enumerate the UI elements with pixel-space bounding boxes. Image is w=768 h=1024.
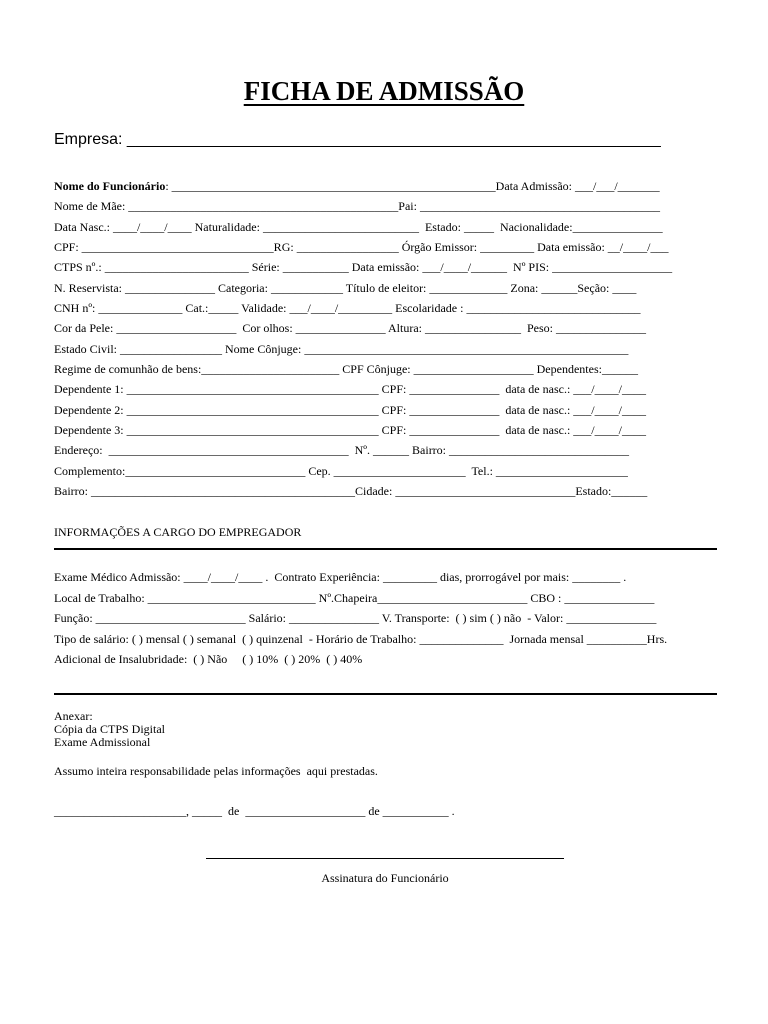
employee-field-row[interactable] — [54, 301, 640, 315]
date-place-line[interactable]: ______________________, _____ de ____________________ de ___________ . — [54, 804, 455, 818]
field-text: Data Nasc.: ____/____/____ Naturalidade: __________________________ Estado: _____ Nacionalidade:_______________ — [54, 219, 663, 234]
employee-field-row[interactable] — [54, 240, 668, 254]
field-text: Estado Civil: _________________ Nome Cônjuge: ______________________________________________________ — [54, 341, 629, 356]
field-text: Endereço: ________________________________________ Nº. ______ Bairro: ______________________________ — [54, 443, 630, 458]
field-text: Dependente 1: __________________________________________ CPF: _______________ data de nasc.: ___/____/____ — [54, 382, 646, 397]
employee-field-row[interactable] — [54, 260, 672, 274]
field-text: Regime de comunhão de bens:_______________________ CPF Cônjuge: ____________________ Dependentes:______ — [54, 361, 638, 376]
employee-field-row[interactable] — [54, 443, 629, 457]
employee-field-row[interactable] — [54, 281, 636, 295]
form-title: FICHA DE ADMISSÃO — [243, 76, 525, 106]
employer-field-row[interactable]: Adicional de Insalubridade: ( ) Não ( ) 10% ( ) 20% ( ) 40% — [54, 652, 363, 666]
signature-label: Assinatura do Funcionário — [321, 871, 449, 885]
employee-field-row[interactable] — [54, 382, 646, 396]
employee-field-row[interactable] — [54, 342, 628, 356]
employee-field-row[interactable] — [54, 220, 663, 234]
employee-field-row[interactable] — [54, 484, 647, 498]
employee-field-row[interactable] — [54, 403, 646, 417]
field-text: Complemento:______________________________ Cep. ______________________ Tel.: ______________________ — [54, 463, 628, 478]
empresa-field[interactable]: Empresa: ____________________________________________________________ — [54, 131, 661, 148]
employer-field-row[interactable]: Função: _________________________ Salário: _______________ V. Transporte: ( ) sim ( ) não - Valor: _______________ — [54, 611, 657, 625]
employee-field-row[interactable] — [54, 423, 646, 437]
annex-item-exam: Exame Admissional — [54, 735, 151, 749]
section-divider-bottom — [54, 693, 717, 695]
signature-line[interactable] — [206, 858, 564, 859]
employee-field-row[interactable] — [54, 321, 646, 335]
annex-label: Anexar: — [54, 709, 93, 723]
employee-field-row[interactable] — [54, 362, 638, 376]
field-text: CPF: ________________________________RG: _________________ Órgão Emissor: _________ Data emissão: __/____/___ — [54, 239, 669, 254]
field-text: : ______________________________________________________Data Admissão: ___/___/_______ — [165, 179, 660, 193]
employee-field-row[interactable] — [54, 199, 660, 213]
field-text: N. Reservista: _______________ Categoria: ____________ Título de eleitor: _____________ Zona: ______Seção: ____ — [54, 280, 637, 295]
declaration-text: Assumo inteira responsabilidade pelas informações aqui prestadas. — [54, 764, 378, 778]
employer-field-row[interactable]: Local de Trabalho: ____________________________ Nº.Chapeira_________________________ CBO : _______________ — [54, 590, 655, 605]
field-text: CTPS nº.: ________________________ Série: ___________ Data emissão: ___/____/______ Nº PIS: ____________________ — [54, 260, 673, 275]
employer-section-title: INFORMAÇÕES A CARGO DO EMPREGADOR — [54, 525, 302, 539]
field-text: CNH nº: ______________ Cat.:_____ Validade: ___/____/_________ Escolaridade : _____________________________ — [54, 300, 641, 315]
field-text: Cor da Pele: ____________________ Cor olhos: _______________ Altura: ________________ Peso: _______________ — [54, 321, 646, 336]
employee-field-row[interactable] — [54, 464, 628, 478]
field-text: Dependente 2: __________________________________________ CPF: _______________ data de nasc.: ___/____/____ — [54, 402, 646, 417]
employee-field-row[interactable] — [54, 179, 660, 193]
field-text: Nome de Mãe: _____________________________________________Pai: ________________________________________ — [54, 199, 660, 214]
field-text: Bairro: ____________________________________________Cidade: ______________________________Estado:______ — [54, 483, 648, 498]
field-label: Nome do Funcionário — [54, 179, 166, 193]
annex-item-ctps: Cópia da CTPS Digital — [54, 722, 165, 736]
employer-field-row[interactable]: Tipo de salário: ( ) mensal ( ) semanal ( ) quinzenal - Horário de Trabalho: ______________ Jornada mensal __________Hrs. — [54, 631, 668, 646]
section-divider-top — [54, 548, 717, 550]
employer-field-row[interactable]: Exame Médico Admissão: ____/____/____ . Contrato Experiência: _________ dias, prorrogável por mais: ________ . — [54, 570, 627, 584]
field-text: Dependente 3: __________________________________________ CPF: _______________ data de nasc.: ___/____/____ — [54, 422, 646, 437]
